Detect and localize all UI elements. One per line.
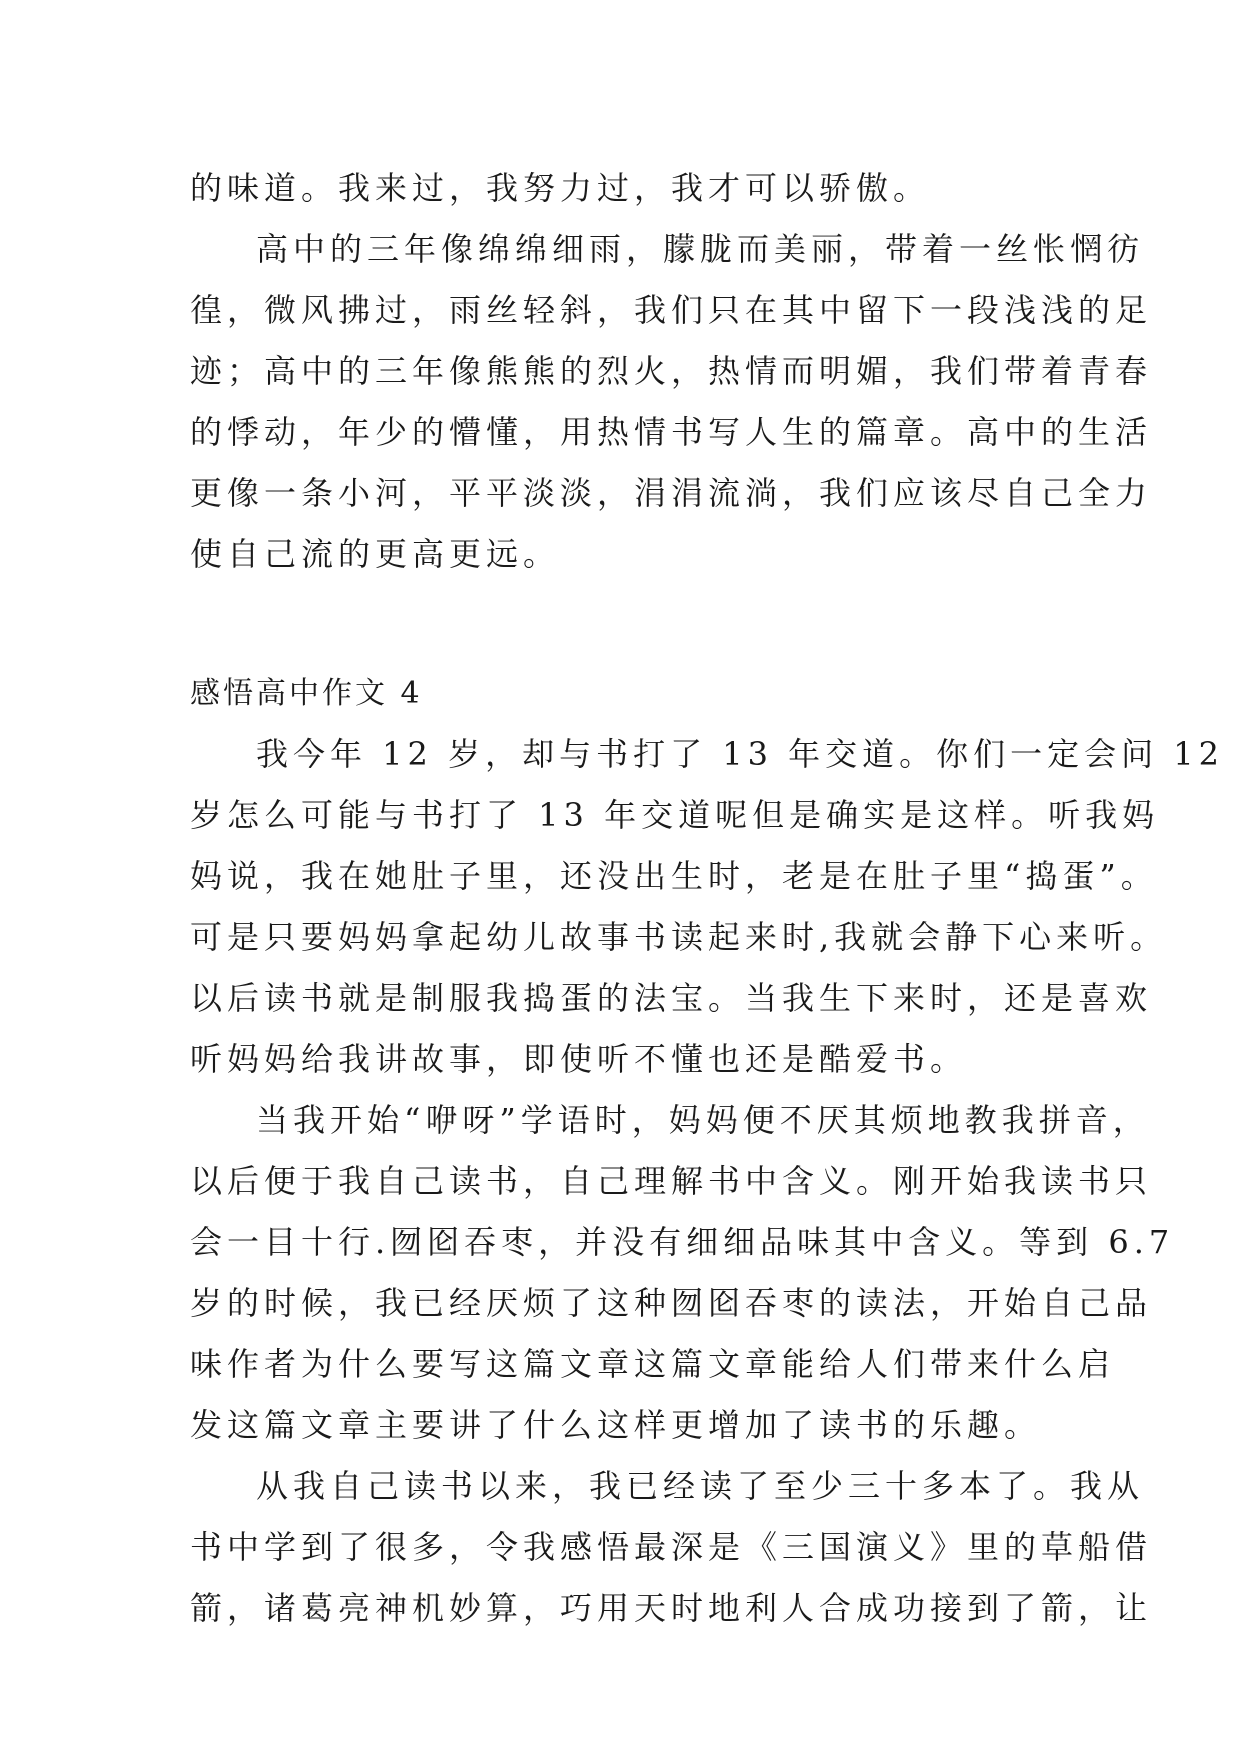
text-line: 徨，微风拂过，雨丝轻斜，我们只在其中留下一段浅浅的足 bbox=[190, 291, 1153, 329]
paragraph-high-school-years bbox=[190, 219, 1153, 585]
essay-title: 感悟高中作文 4 bbox=[190, 676, 423, 711]
text-line: 从我自己读书以来，我已经读了至少三十多本了。我从 bbox=[256, 1467, 1145, 1505]
text-line: 高中的三年像绵绵细雨，朦胧而美丽，带着一丝怅惘彷 bbox=[256, 230, 1145, 268]
text-line: 当我开始“咿呀”学语时，妈妈便不厌其烦地教我拼音， bbox=[256, 1101, 1150, 1139]
paragraph-continued bbox=[190, 158, 1060, 219]
paragraph-learning-pinyin bbox=[190, 1090, 1175, 1456]
text-line: 的味道。我来过，我努力过，我才可以骄傲。 bbox=[190, 169, 931, 207]
text-line: 会一目十行.囫囵吞枣，并没有细细品味其中含义。等到 6.7 bbox=[190, 1223, 1175, 1261]
text-line: 书中学到了很多，令我感悟最深是《三国演义》里的草船借 bbox=[190, 1528, 1153, 1566]
text-line: 更像一条小河，平平淡淡，涓涓流淌，我们应该尽自己全力 bbox=[190, 474, 1153, 512]
paragraph-reading-since-birth bbox=[190, 724, 1225, 1090]
text-line: 以后读书就是制服我捣蛋的法宝。当我生下来时，还是喜欢 bbox=[190, 979, 1153, 1017]
text-line: 迹；高中的三年像熊熊的烈火，热情而明媚，我们带着青春 bbox=[190, 352, 1153, 390]
text-line: 发这篇文章主要讲了什么这样更增加了读书的乐趣。 bbox=[190, 1406, 1042, 1444]
section-spacer bbox=[190, 585, 1060, 663]
text-line: 听妈妈给我讲故事，即使听不懂也还是酷爱书。 bbox=[190, 1040, 968, 1078]
text-line: 岁怎么可能与书打了 13 年交道呢但是确实是这样。听我妈 bbox=[190, 796, 1160, 834]
paragraph-books-read bbox=[190, 1456, 1153, 1639]
text-line: 妈说，我在她肚子里，还没出生时，老是在肚子里“捣蛋”。 bbox=[190, 857, 1158, 895]
document-body bbox=[190, 158, 1225, 1639]
text-line: 可是只要妈妈拿起幼儿故事书读起来时,我就会静下心来听。 bbox=[190, 918, 1168, 956]
text-line: 使自己流的更高更远。 bbox=[190, 535, 561, 573]
text-line: 以后便于我自己读书，自己理解书中含义。刚开始我读书只 bbox=[190, 1162, 1153, 1200]
text-line: 的悸动，年少的懵懂，用热情书写人生的篇章。高中的生活 bbox=[190, 413, 1153, 451]
text-line: 岁的时候，我已经厌烦了这种囫囵吞枣的读法，开始自己品 bbox=[190, 1284, 1153, 1322]
text-line: 箭，诸葛亮神机妙算，巧用天时地利人合成功接到了箭，让 bbox=[190, 1589, 1153, 1627]
text-line: 味作者为什么要写这篇文章这篇文章能给人们带来什么启 bbox=[190, 1345, 1116, 1383]
text-line: 我今年 12 岁，却与书打了 13 年交道。你们一定会问 12 bbox=[256, 735, 1225, 773]
